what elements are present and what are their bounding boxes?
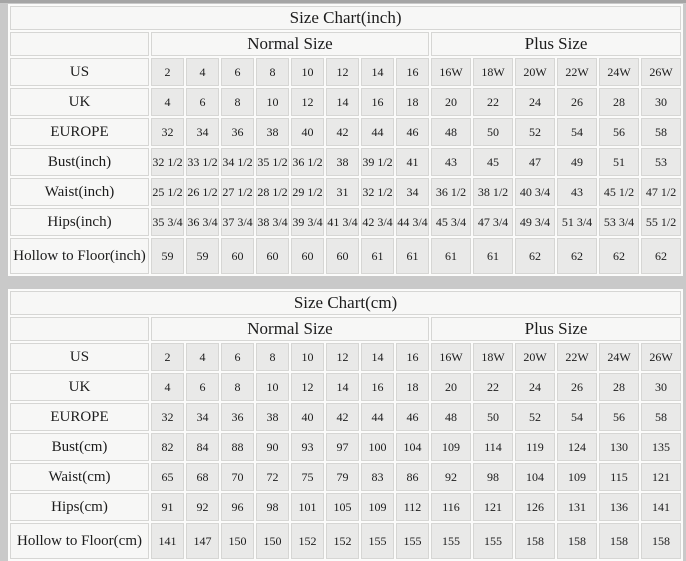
row-label: US [10,58,149,86]
table-row [10,343,681,371]
size-value-cell: 46 [396,403,429,431]
size-value-cell: 121 [641,463,681,491]
size-value-cell: 36 1/2 [431,178,471,206]
size-value-cell: 88 [221,433,254,461]
size-value-cell: 32 1/2 [361,178,394,206]
size-value-cell: 60 [326,238,359,274]
row-label: Bust(inch) [10,148,149,176]
size-value-cell: 135 [641,433,681,461]
size-value-cell: 114 [473,433,513,461]
size-value-cell: 40 [291,118,324,146]
size-value-cell: 45 1/2 [599,178,639,206]
size-value-cell: 60 [256,238,289,274]
size-value-cell: 16W [431,343,471,371]
size-value-cell: 39 3/4 [291,208,324,236]
size-value-cell: 2 [151,343,184,371]
size-value-cell: 8 [256,343,289,371]
size-value-cell: 32 [151,403,184,431]
size-value-cell: 141 [151,523,184,559]
size-value-cell: 82 [151,433,184,461]
size-value-cell: 26 [557,88,597,116]
table-row [10,238,681,274]
size-value-cell: 124 [557,433,597,461]
size-value-cell: 61 [431,238,471,274]
size-value-cell: 35 3/4 [151,208,184,236]
corner-cell [10,317,149,341]
size-value-cell: 92 [431,463,471,491]
size-value-cell: 16 [396,343,429,371]
size-value-cell: 109 [431,433,471,461]
table-row [10,208,681,236]
size-value-cell: 18 [396,373,429,401]
size-value-cell: 36 [221,403,254,431]
row-label: EUROPE [10,118,149,146]
table-row [10,148,681,176]
size-value-cell: 52 [515,118,555,146]
size-value-cell: 47 1/2 [641,178,681,206]
size-value-cell: 14 [361,58,394,86]
size-value-cell: 20 [431,88,471,116]
size-value-cell: 34 [396,178,429,206]
row-label: US [10,343,149,371]
size-value-cell: 49 [557,148,597,176]
size-chart-inch-table [8,4,683,276]
size-value-cell: 141 [641,493,681,521]
row-label: Waist(inch) [10,178,149,206]
size-value-cell: 31 [326,178,359,206]
size-value-cell: 62 [515,238,555,274]
size-value-cell: 22W [557,58,597,86]
column-group-normal-size: Normal Size [151,317,429,341]
size-value-cell: 68 [186,463,219,491]
size-value-cell: 136 [599,493,639,521]
size-value-cell: 28 [599,373,639,401]
size-value-cell: 39 1/2 [361,148,394,176]
size-value-cell: 26W [641,58,681,86]
size-value-cell: 131 [557,493,597,521]
size-value-cell: 90 [256,433,289,461]
size-value-cell: 58 [641,118,681,146]
size-value-cell: 28 1/2 [256,178,289,206]
row-label: UK [10,88,149,116]
row-label: Hollow to Floor(cm) [10,523,149,559]
column-group-plus-size: Plus Size [431,32,681,56]
size-value-cell: 42 [326,118,359,146]
size-value-cell: 56 [599,118,639,146]
size-value-cell: 37 3/4 [221,208,254,236]
size-value-cell: 24W [599,343,639,371]
row-label: Hollow to Floor(inch) [10,238,149,274]
size-value-cell: 27 1/2 [221,178,254,206]
size-value-cell: 155 [473,523,513,559]
size-value-cell: 24W [599,58,639,86]
size-value-cell: 38 [256,118,289,146]
size-value-cell: 28 [599,88,639,116]
size-value-cell: 48 [431,403,471,431]
size-chart-cm-table [8,289,683,561]
size-value-cell: 109 [361,493,394,521]
size-value-cell: 22 [473,88,513,116]
size-value-cell: 16 [361,373,394,401]
size-value-cell: 26W [641,343,681,371]
size-value-cell: 58 [641,403,681,431]
size-value-cell: 152 [291,523,324,559]
size-value-cell: 158 [641,523,681,559]
size-value-cell: 53 [641,148,681,176]
size-value-cell: 75 [291,463,324,491]
size-value-cell: 10 [256,373,289,401]
size-value-cell: 10 [291,58,324,86]
corner-cell [10,32,149,56]
size-value-cell: 158 [599,523,639,559]
size-value-cell: 4 [151,373,184,401]
size-value-cell: 26 1/2 [186,178,219,206]
size-value-cell: 40 [291,403,324,431]
table-row [10,373,681,401]
row-label: EUROPE [10,403,149,431]
size-value-cell: 43 [557,178,597,206]
size-value-cell: 70 [221,463,254,491]
size-value-cell: 62 [641,238,681,274]
size-value-cell: 152 [326,523,359,559]
size-value-cell: 44 [361,118,394,146]
size-value-cell: 41 [396,148,429,176]
size-value-cell: 126 [515,493,555,521]
size-value-cell: 30 [641,88,681,116]
size-value-cell: 16 [396,58,429,86]
size-value-cell: 24 [515,88,555,116]
size-value-cell: 62 [557,238,597,274]
size-value-cell: 26 [557,373,597,401]
size-value-cell: 12 [291,88,324,116]
size-value-cell: 29 1/2 [291,178,324,206]
size-value-cell: 4 [186,58,219,86]
size-value-cell: 61 [473,238,513,274]
size-value-cell: 59 [151,238,184,274]
table-row [10,463,681,491]
size-value-cell: 93 [291,433,324,461]
size-value-cell: 48 [431,118,471,146]
size-value-cell: 36 [221,118,254,146]
size-value-cell: 10 [256,88,289,116]
size-value-cell: 18 [396,88,429,116]
size-value-cell: 51 [599,148,639,176]
size-value-cell: 53 3/4 [599,208,639,236]
table-row [10,403,681,431]
size-value-cell: 24 [515,373,555,401]
size-value-cell: 112 [396,493,429,521]
size-value-cell: 18W [473,343,513,371]
size-value-cell: 20 [431,373,471,401]
size-value-cell: 158 [515,523,555,559]
size-value-cell: 6 [221,343,254,371]
size-value-cell: 98 [473,463,513,491]
table-row [10,118,681,146]
size-value-cell: 8 [221,373,254,401]
size-value-cell: 30 [641,373,681,401]
size-value-cell: 59 [186,238,219,274]
size-value-cell: 116 [431,493,471,521]
size-value-cell: 16W [431,58,471,86]
size-value-cell: 18W [473,58,513,86]
size-value-cell: 14 [326,373,359,401]
size-value-cell: 83 [361,463,394,491]
size-value-cell: 8 [221,88,254,116]
row-label: Bust(cm) [10,433,149,461]
column-group-normal-size: Normal Size [151,32,429,56]
table-title: Size Chart(cm) [10,291,681,315]
size-value-cell: 130 [599,433,639,461]
size-value-cell: 44 [361,403,394,431]
table-row [10,523,681,559]
size-value-cell: 14 [361,343,394,371]
size-value-cell: 50 [473,403,513,431]
size-value-cell: 119 [515,433,555,461]
size-value-cell: 6 [221,58,254,86]
size-value-cell: 20W [515,58,555,86]
row-label: Hips(cm) [10,493,149,521]
size-value-cell: 36 1/2 [291,148,324,176]
column-group-plus-size: Plus Size [431,317,681,341]
size-value-cell: 96 [221,493,254,521]
size-value-cell: 47 3/4 [473,208,513,236]
table-row [10,58,681,86]
size-value-cell: 8 [256,58,289,86]
size-value-cell: 147 [186,523,219,559]
table-row [10,493,681,521]
size-value-cell: 25 1/2 [151,178,184,206]
size-value-cell: 92 [186,493,219,521]
size-value-cell: 54 [557,403,597,431]
size-value-cell: 155 [431,523,471,559]
size-value-cell: 60 [291,238,324,274]
size-value-cell: 14 [326,88,359,116]
size-value-cell: 49 3/4 [515,208,555,236]
size-value-cell: 36 3/4 [186,208,219,236]
size-value-cell: 155 [361,523,394,559]
size-value-cell: 72 [256,463,289,491]
size-value-cell: 38 [326,148,359,176]
size-value-cell: 20W [515,343,555,371]
size-value-cell: 101 [291,493,324,521]
row-label: Waist(cm) [10,463,149,491]
size-value-cell: 34 [186,403,219,431]
size-value-cell: 43 [431,148,471,176]
size-value-cell: 12 [326,58,359,86]
size-value-cell: 155 [396,523,429,559]
table-row [10,433,681,461]
size-value-cell: 158 [557,523,597,559]
size-value-cell: 6 [186,373,219,401]
size-value-cell: 98 [256,493,289,521]
size-value-cell: 22W [557,343,597,371]
size-value-cell: 104 [515,463,555,491]
table-row [10,88,681,116]
row-label: UK [10,373,149,401]
size-value-cell: 38 [256,403,289,431]
size-value-cell: 4 [186,343,219,371]
table-row [10,178,681,206]
size-value-cell: 121 [473,493,513,521]
size-value-cell: 61 [396,238,429,274]
size-value-cell: 34 1/2 [221,148,254,176]
size-value-cell: 100 [361,433,394,461]
size-value-cell: 84 [186,433,219,461]
size-value-cell: 97 [326,433,359,461]
size-value-cell: 40 3/4 [515,178,555,206]
size-value-cell: 105 [326,493,359,521]
size-value-cell: 33 1/2 [186,148,219,176]
size-value-cell: 91 [151,493,184,521]
size-value-cell: 38 1/2 [473,178,513,206]
size-value-cell: 44 3/4 [396,208,429,236]
size-value-cell: 4 [151,88,184,116]
size-value-cell: 150 [256,523,289,559]
size-value-cell: 62 [599,238,639,274]
size-value-cell: 32 [151,118,184,146]
size-value-cell: 12 [291,373,324,401]
size-value-cell: 10 [291,343,324,371]
size-value-cell: 109 [557,463,597,491]
size-value-cell: 46 [396,118,429,146]
size-value-cell: 51 3/4 [557,208,597,236]
size-value-cell: 65 [151,463,184,491]
size-value-cell: 115 [599,463,639,491]
size-value-cell: 54 [557,118,597,146]
size-value-cell: 34 [186,118,219,146]
size-value-cell: 41 3/4 [326,208,359,236]
size-value-cell: 12 [326,343,359,371]
size-value-cell: 45 [473,148,513,176]
size-value-cell: 22 [473,373,513,401]
size-chart-page [0,3,686,561]
size-value-cell: 6 [186,88,219,116]
size-value-cell: 42 [326,403,359,431]
size-value-cell: 47 [515,148,555,176]
size-value-cell: 52 [515,403,555,431]
size-value-cell: 45 3/4 [431,208,471,236]
size-value-cell: 60 [221,238,254,274]
size-value-cell: 16 [361,88,394,116]
size-value-cell: 150 [221,523,254,559]
size-value-cell: 86 [396,463,429,491]
size-value-cell: 38 3/4 [256,208,289,236]
size-value-cell: 55 1/2 [641,208,681,236]
size-value-cell: 2 [151,58,184,86]
table-title: Size Chart(inch) [10,6,681,30]
size-value-cell: 104 [396,433,429,461]
row-label: Hips(inch) [10,208,149,236]
size-value-cell: 56 [599,403,639,431]
size-value-cell: 61 [361,238,394,274]
size-value-cell: 32 1/2 [151,148,184,176]
size-value-cell: 42 3/4 [361,208,394,236]
size-value-cell: 50 [473,118,513,146]
size-value-cell: 35 1/2 [256,148,289,176]
size-value-cell: 79 [326,463,359,491]
